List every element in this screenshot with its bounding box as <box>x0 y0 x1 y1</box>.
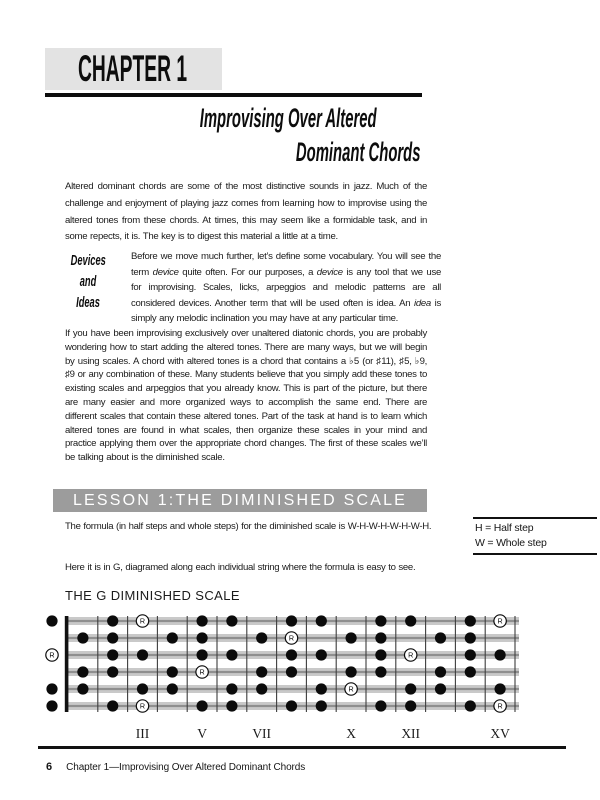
root-marker <box>136 615 148 627</box>
svg-text:R: R <box>497 616 503 626</box>
fret-line <box>216 616 217 712</box>
fret-line <box>276 616 277 712</box>
note-dot <box>256 666 267 677</box>
note-dot <box>197 615 208 626</box>
fret-position-label: V <box>197 726 207 741</box>
fret-line <box>306 616 307 712</box>
svg-text:R: R <box>199 667 205 677</box>
fret-line <box>187 616 188 712</box>
root-marker <box>196 666 208 678</box>
note-dot <box>465 700 476 711</box>
note-dot <box>435 683 446 694</box>
note-dot <box>167 632 178 643</box>
note-dot <box>465 666 476 677</box>
fret-position-label: VII <box>252 726 272 741</box>
note-dot <box>316 649 327 660</box>
chapter-rule <box>45 93 422 97</box>
chapter-label: CHAPTER 1 <box>78 48 188 89</box>
page-title-line-1: Improvising Over Altered <box>200 103 377 133</box>
note-dot <box>405 683 416 694</box>
root-marker <box>494 700 506 712</box>
note-dot <box>435 666 446 677</box>
root-marker <box>405 649 417 661</box>
step-legend-box <box>473 517 597 555</box>
note-dot <box>137 649 148 660</box>
devices-label-line: Ideas <box>76 294 100 311</box>
note-dot <box>495 683 506 694</box>
fret-position-label: XV <box>490 726 510 741</box>
note-dot <box>167 683 178 694</box>
note-dot <box>256 683 267 694</box>
note-dot <box>316 615 327 626</box>
note-dot <box>375 666 386 677</box>
page-footer <box>46 757 305 775</box>
intro-paragraph: Altered dominant chords are some of the most distinctive sounds in jazz. Much of the challenge and enjoyment of playing jazz comes from learning how to improvise using the altered tones from these chords. At times, this may seem like a formidable task, and in some repects, it is. The key is to digest this material a little at a time. <box>65 181 427 243</box>
fret-line <box>365 616 366 712</box>
string-line <box>66 688 519 690</box>
note-dot <box>197 700 208 711</box>
page-title-line-2: Dominant Chords <box>295 137 420 167</box>
note-dot <box>286 666 297 677</box>
lesson-heading-bar <box>53 489 427 512</box>
fret-line <box>485 616 486 712</box>
fret-position-label: XII <box>401 726 421 741</box>
svg-text:R: R <box>408 650 414 660</box>
note-dot <box>256 632 267 643</box>
root-marker <box>136 700 148 712</box>
note-dot <box>375 632 386 643</box>
devices-sidebar-label <box>60 250 116 313</box>
diagram-title: THE G DIMINISHED SCALE <box>65 588 240 603</box>
fret-line <box>514 616 515 712</box>
note-dot <box>286 700 297 711</box>
note-dot <box>46 683 57 694</box>
note-dot <box>167 666 178 677</box>
note-dot <box>46 700 57 711</box>
fretboard-diagram <box>30 607 575 752</box>
fret-position-label: X <box>346 726 356 741</box>
note-dot <box>286 615 297 626</box>
note-dot <box>226 649 237 660</box>
diagram-intro-paragraph: Here it is in G, diagramed along each individual string where the formula is easy to see. <box>65 562 416 573</box>
root-marker <box>494 615 506 627</box>
note-dot <box>197 649 208 660</box>
note-dot <box>375 615 386 626</box>
note-dot <box>197 632 208 643</box>
svg-text:R: R <box>497 701 503 711</box>
note-dot <box>137 683 148 694</box>
note-dot <box>346 666 357 677</box>
body-paragraph: If you have been improvising exclusively over unaltered diatonic chords, you are probably wondering how to start adding the altered tones. There are many ways, but we will begin by using scales. A chord with altered tones is a chord that contains a ♭5 (or ♯11), ♯5, ♭9, ♯9 or any combination of these. Many students believe that you simply add these tones to existing scales and arpeggios that you already know. This is part of the picture, but there are many easier and more organized ways to accomplish the same end. There are different scales that contain these altered tones. Part of the task at hand is to learn which altered tones are found in what scales, then organize these scales in your mind and practice applying them over the appropriate chord changes. The first of these scales we’ll be talking about is the diminished scale. <box>65 328 427 464</box>
fret-line <box>246 616 247 712</box>
note-dot <box>375 649 386 660</box>
note-dot <box>77 666 88 677</box>
note-dot <box>107 649 118 660</box>
formula-paragraph: The formula (in half steps and whole steps) for the diminished scale is W-H-W-H-W-H-W-H. <box>65 521 432 532</box>
lesson-heading: LESSON 1:THE DIMINISHED SCALE <box>72 492 408 509</box>
root-marker <box>46 649 58 661</box>
nut-line <box>65 616 69 712</box>
fret-line <box>425 616 426 712</box>
note-dot <box>107 615 118 626</box>
note-dot <box>107 700 118 711</box>
note-dot <box>346 632 357 643</box>
note-dot <box>465 632 476 643</box>
note-dot <box>495 649 506 660</box>
svg-text:R: R <box>49 650 55 660</box>
footer-text: Chapter 1—Improvising Over Altered Dominant Chords <box>66 762 306 773</box>
note-dot <box>316 700 327 711</box>
svg-text:R: R <box>288 633 295 643</box>
footer-rule <box>38 746 566 749</box>
devices-label-line: Devices <box>70 252 106 269</box>
note-dot <box>286 649 297 660</box>
fret-line <box>336 616 337 712</box>
svg-text:R: R <box>348 684 354 694</box>
fret-line <box>157 616 158 712</box>
note-dot <box>226 700 237 711</box>
legend-line-whole-step: W = Whole step <box>475 536 547 549</box>
fret-line <box>395 616 396 712</box>
note-dot <box>226 615 237 626</box>
note-dot <box>226 683 237 694</box>
fret-position-label: III <box>135 726 150 741</box>
note-dot <box>405 700 416 711</box>
fret-line <box>97 616 98 712</box>
root-marker <box>285 632 297 644</box>
devices-paragraph: Before we move much further, let’s define some vocabulary. You will see the term device quite often. For our purposes, a device is any tool that we use for improvising. Scales, licks, arpeggios and melodic patterns are all considered devices. Another term that will be used often is idea. An idea is simply any melodic inclination you may have at any particular time. <box>131 251 441 325</box>
note-dot <box>405 615 416 626</box>
fret-line <box>455 616 456 712</box>
root-marker <box>345 683 357 695</box>
fretboard-svg <box>30 607 575 752</box>
svg-text:R: R <box>139 701 146 711</box>
note-dot <box>77 632 88 643</box>
page-number: 6 <box>46 761 53 773</box>
note-dot <box>107 666 118 677</box>
note-dot <box>77 683 88 694</box>
note-dot <box>465 649 476 660</box>
devices-label-line: and <box>79 273 97 290</box>
chapter-header-bar <box>45 48 222 90</box>
note-dot <box>316 683 327 694</box>
note-dot <box>465 615 476 626</box>
legend-line-half-step: H = Half step <box>475 522 534 534</box>
note-dot <box>435 632 446 643</box>
note-dot <box>107 632 118 643</box>
note-dot <box>375 700 386 711</box>
note-dot <box>46 615 57 626</box>
fret-line <box>127 616 128 712</box>
svg-text:R: R <box>139 616 146 626</box>
